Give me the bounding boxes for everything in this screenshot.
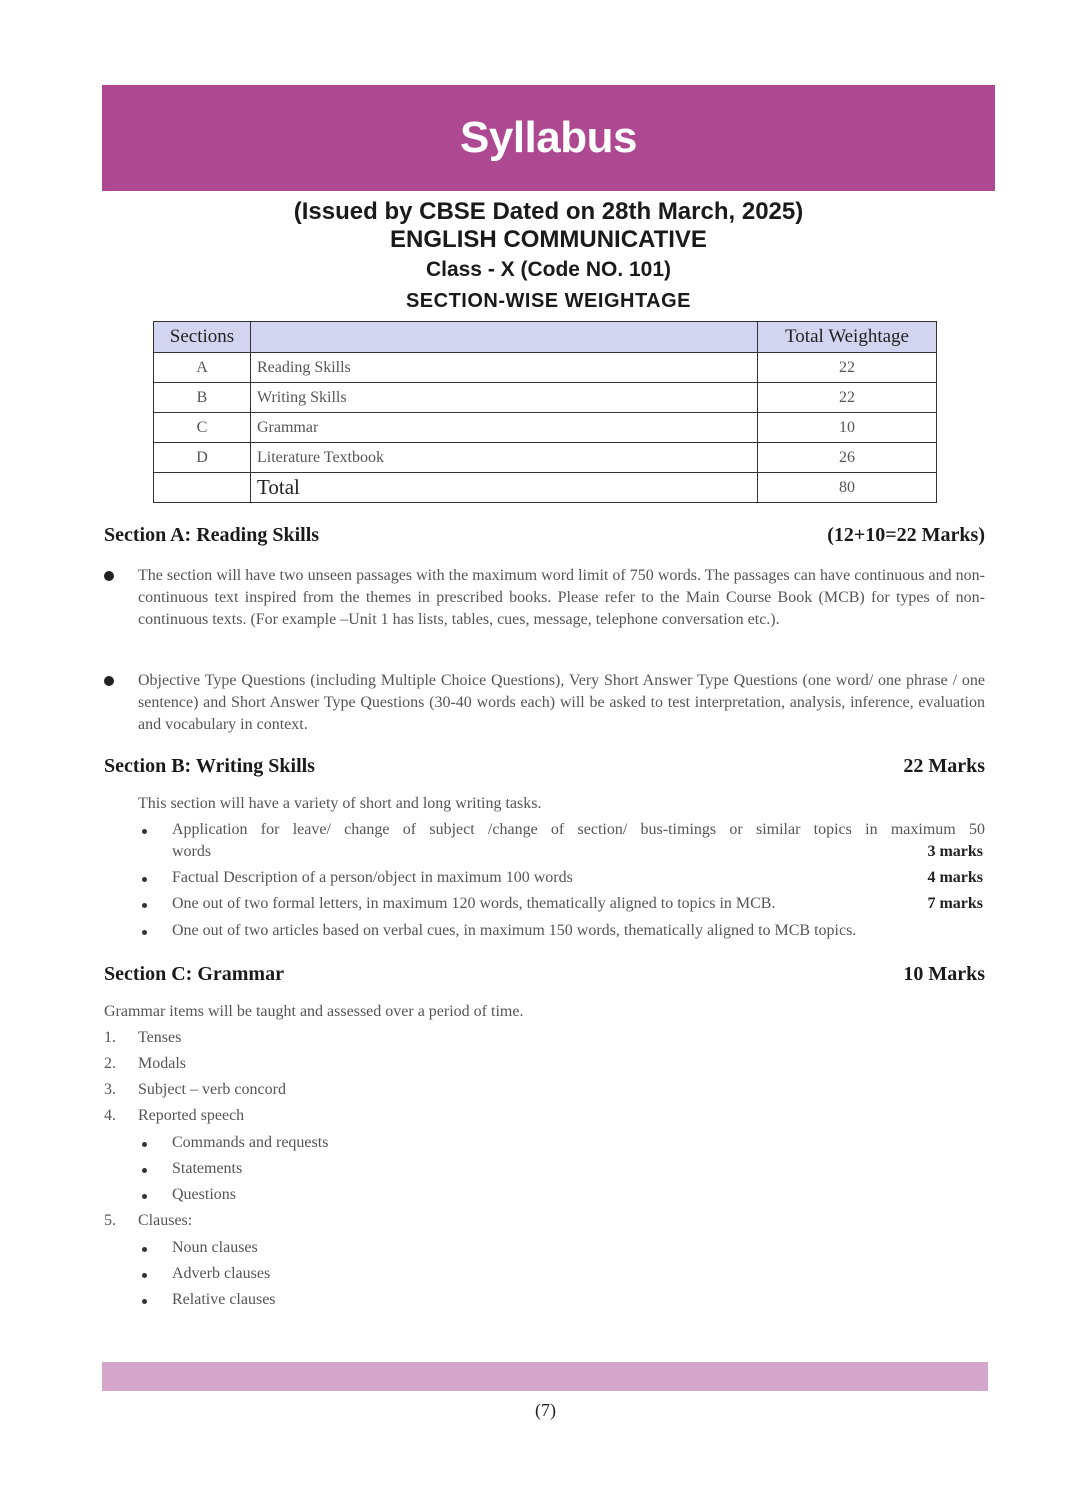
row-name: Reading Skills xyxy=(251,353,758,383)
grammar-subitem: Noun clauses xyxy=(172,1239,258,1256)
page-title: Syllabus xyxy=(460,113,637,162)
writing-item-3: One out of two formal letters, in maximum 120 words, thematically aligned to topics in MCB. xyxy=(172,895,776,912)
total-row-value: 80 xyxy=(758,473,937,503)
section-c-title: Section C: Grammar xyxy=(104,963,284,985)
bullet-icon xyxy=(104,571,114,581)
row-name: Writing Skills xyxy=(251,383,758,413)
row-total: 22 xyxy=(758,383,937,413)
list-number: 4. xyxy=(104,1107,116,1124)
grammar-subitem: Questions xyxy=(172,1186,236,1203)
writing-item-3-marks: 7 marks xyxy=(927,895,983,912)
row-section: C xyxy=(154,413,251,443)
list-number: 1. xyxy=(104,1029,116,1046)
row-name: Literature Textbook xyxy=(251,443,758,473)
total-row-section xyxy=(154,473,251,503)
header-total-weightage: Total Weightage xyxy=(758,322,937,353)
table-row xyxy=(154,353,937,383)
table-row xyxy=(154,443,937,473)
section-b-intro: This section will have a variety of short and long writing tasks. xyxy=(138,795,542,812)
issued-note: (Issued by CBSE Dated on 28th March, 2025) xyxy=(293,198,804,225)
section-a-heading xyxy=(104,524,985,547)
bullet-icon xyxy=(142,877,147,882)
table-total-row xyxy=(154,473,937,503)
table-row xyxy=(154,383,937,413)
writing-item-4: One out of two articles based on verbal cues, in maximum 150 words, thematically aligned to MCB topics. xyxy=(172,922,857,939)
table-row xyxy=(154,413,937,443)
list-number: 3. xyxy=(104,1081,116,1098)
row-total: 22 xyxy=(758,353,937,383)
bullet-icon xyxy=(142,1247,147,1252)
section-a-title: Section A: Reading Skills xyxy=(104,524,320,546)
table-header-row xyxy=(154,322,937,353)
bullet-icon xyxy=(142,829,147,834)
writing-item-2-marks: 4 marks xyxy=(927,869,983,886)
header-blank xyxy=(251,322,758,353)
section-a-bullet-1: The section will have two unseen passages with the maximum word limit of 750 words. The passages can have continuous and non-continuous text inspired from the themes in prescribed books. Please refer to the Main Course Book (MCB) for types of non-continuous texts. (For example –Unit 1 has lists, tables, cues, message, telephone conversation etc.). xyxy=(138,567,985,628)
row-section: B xyxy=(154,383,251,413)
section-b-title: Section B: Writing Skills xyxy=(104,755,315,777)
writing-item-2: Factual Description of a person/object in maximum 100 words xyxy=(172,869,573,886)
writing-item-1-cont: words xyxy=(172,843,212,860)
grammar-item: Subject – verb concord xyxy=(138,1081,286,1098)
title-banner xyxy=(102,85,995,191)
grammar-subitem: Commands and requests xyxy=(172,1134,329,1151)
footer-bar xyxy=(102,1362,988,1391)
subject-title: ENGLISH COMMUNICATIVE xyxy=(390,226,707,253)
bullet-icon xyxy=(104,676,114,686)
row-total: 26 xyxy=(758,443,937,473)
section-c-intro: Grammar items will be taught and assessed over a period of time. xyxy=(104,1003,524,1020)
bullet-icon xyxy=(142,1299,147,1304)
header-sections: Sections xyxy=(154,322,251,353)
section-b-heading xyxy=(104,755,985,778)
grammar-subitem: Adverb clauses xyxy=(172,1265,271,1282)
section-c-marks: 10 Marks xyxy=(903,963,985,985)
class-code: Class - X (Code NO. 101) xyxy=(425,258,672,281)
writing-item-1: Application for leave/ change of subject /change of section/ bus-timings or similar topics in maximum 50 xyxy=(172,821,985,838)
row-name: Grammar xyxy=(251,413,758,443)
grammar-subitem: Statements xyxy=(172,1160,243,1177)
row-section: D xyxy=(154,443,251,473)
bullet-icon xyxy=(142,1273,147,1278)
section-c-heading xyxy=(104,963,985,986)
section-a-bullet-2: Objective Type Questions (including Multiple Choice Questions), Very Short Answer Type Questions (one word/ one phrase / one sentence) and Short Answer Type Questions (30-40 words each) will be asked to test interpretation, analysis, inference, evaluation and vocabulary in context. xyxy=(138,672,985,733)
bullet-icon xyxy=(142,1142,147,1147)
grammar-item: Modals xyxy=(138,1055,186,1072)
weightage-heading: SECTION-WISE WEIGHTAGE xyxy=(405,290,692,312)
bullet-icon xyxy=(142,1168,147,1173)
total-row-label: Total xyxy=(251,473,758,503)
page-number: (7) xyxy=(535,1400,556,1420)
bullet-icon xyxy=(142,930,147,935)
row-total: 10 xyxy=(758,413,937,443)
section-a-marks: (12+10=22 Marks) xyxy=(827,524,985,546)
grammar-item: Reported speech xyxy=(138,1107,245,1124)
list-number: 5. xyxy=(104,1212,116,1229)
grammar-item: Clauses: xyxy=(138,1212,193,1229)
weightage-table xyxy=(153,321,937,503)
list-number: 2. xyxy=(104,1055,116,1072)
bullet-icon xyxy=(142,903,147,908)
bullet-icon xyxy=(142,1194,147,1199)
section-b-marks: 22 Marks xyxy=(903,755,985,777)
grammar-item: Tenses xyxy=(138,1029,182,1046)
writing-item-1-marks: 3 marks xyxy=(927,843,983,860)
grammar-subitem: Relative clauses xyxy=(172,1291,276,1308)
row-section: A xyxy=(154,353,251,383)
